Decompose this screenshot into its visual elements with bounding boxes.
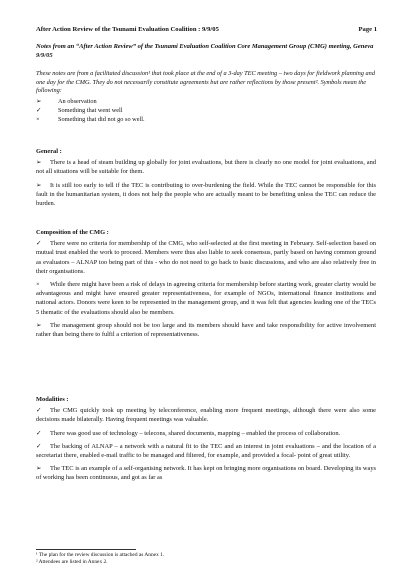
legend-text: Something that went well	[58, 107, 123, 114]
intro-text: These notes are from a facilitated discussion¹ that took place at the end of a 3-day TEC meeting – two days for fieldwork planning and one day for the CMG. They do not necessarily constitute agreements but are rather reflections by those present². Symbols mean the following:	[36, 70, 375, 95]
paragraph-text: There was good use of technology – telecons, shared documents, mapping – enabled the process of collaboration.	[50, 429, 341, 437]
section-general	[36, 147, 376, 212]
legend-text: Something that did not go so well.	[58, 116, 145, 123]
paragraph	[36, 321, 376, 339]
footnote: ¹ The plan for the review discussion is attached as Annex 1.	[36, 552, 165, 558]
paragraph-text: While there might have been a risk of delays in agreeing criteria for membership before starting work, greater clarity would be advantageous and might have ensured greater representativeness, for example of NGOs, international finance institutions and national actors. Donors were keen to be represented in the management group, and it was felt that agencies leading one of the TECs 5 thematic of the evaluations should also be members.	[36, 281, 376, 316]
paragraph-text: The TEC is an example of a self-organising network. It has kept on bringing more organisations on board. Developing its ways of working has been continuous, and got as far as	[36, 465, 376, 482]
paragraph	[36, 442, 376, 460]
footnote: ² Attendees are listed in Annex 2.	[36, 559, 108, 565]
section-modalities	[36, 395, 376, 487]
observation-arrow-icon: ➢	[36, 465, 42, 473]
observation-arrow-icon: ➢	[36, 98, 42, 105]
check-icon: ✓	[36, 240, 42, 248]
paragraph	[36, 158, 376, 176]
section-title: General :	[36, 148, 62, 155]
paragraph-text: There were no criteria for membership of the CMG, who self-selected at the first meeting in February. Self-selection based on mutual trust enabled the work to proceed. Members were thus also liable to seek consensus, partly based on having common ground as evaluators – ALNAP too being part of this - who do not need to go back to basic discussions, and who are also relatively free in their organisations.	[36, 240, 376, 275]
observation-arrow-icon: ➢	[36, 321, 42, 329]
cross-icon: ×	[36, 281, 40, 289]
footnotes	[36, 552, 336, 566]
paragraph	[36, 181, 376, 209]
legend-item	[36, 97, 336, 106]
cross-icon: ×	[36, 116, 40, 123]
paragraph	[36, 406, 376, 424]
header-title: After Action Review of the Tsunami Evaluation Coalition : 9/9/05	[36, 26, 219, 33]
check-icon: ✓	[36, 442, 42, 450]
observation-arrow-icon: ➢	[36, 159, 42, 167]
paragraph-text: The management group should not be too large and its members should have and take responsibility for active involvement rather than being there to fulfil a criterion of representativeness.	[36, 321, 376, 339]
section-title: Modalities :	[36, 396, 69, 403]
legend-item	[36, 106, 336, 115]
intro-title: Notes from an “After Action Review” of the Tsunami Evaluation Coalition Core Management Group (CMG) meeting, Geneva 9/9/05	[36, 43, 374, 59]
observation-arrow-icon: ➢	[36, 181, 42, 189]
check-icon: ✓	[36, 107, 42, 114]
footnote-divider	[36, 549, 136, 550]
paragraph-text: It is still too early to tell if the TEC is contributing to over-burdening the field. While the TEC cannot be responsible for this fault in the humanitarian system, it does not help the people who are actually meant to be benefiting unless the TEC can reduce the burden.	[36, 181, 376, 208]
page-header	[36, 26, 377, 33]
paragraph	[36, 464, 376, 482]
section-composition	[36, 228, 376, 343]
paragraph	[36, 280, 376, 317]
check-icon: ✓	[36, 429, 42, 437]
paragraph	[36, 239, 376, 276]
paragraph	[36, 429, 376, 438]
legend-item	[36, 115, 336, 124]
page-number: Page 1	[358, 26, 377, 33]
paragraph-text: The backing of ALNAP – a network with a natural fit to the TEC and an interest in joint evaluations – and the location of a secretariat there, enabled e-mail traffic to be managed and filtered, for example, and provided a focal- point of great utility.	[36, 442, 376, 460]
legend-text: An observation	[58, 98, 97, 105]
check-icon: ✓	[36, 407, 42, 415]
section-title: Composition of the CMG :	[36, 229, 109, 236]
paragraph-text: The CMG quickly took up meeting by teleconference, enabling more frequent meetings, although there were also some decisions made bilaterally. Having frequent meetings was valuable.	[36, 407, 376, 424]
symbol-legend	[36, 97, 336, 124]
paragraph-text: There is a head of steam building up globally for joint evaluations, but there is clearly no one model for joint evaluations, and not all situations will be suitable for them.	[36, 159, 376, 176]
